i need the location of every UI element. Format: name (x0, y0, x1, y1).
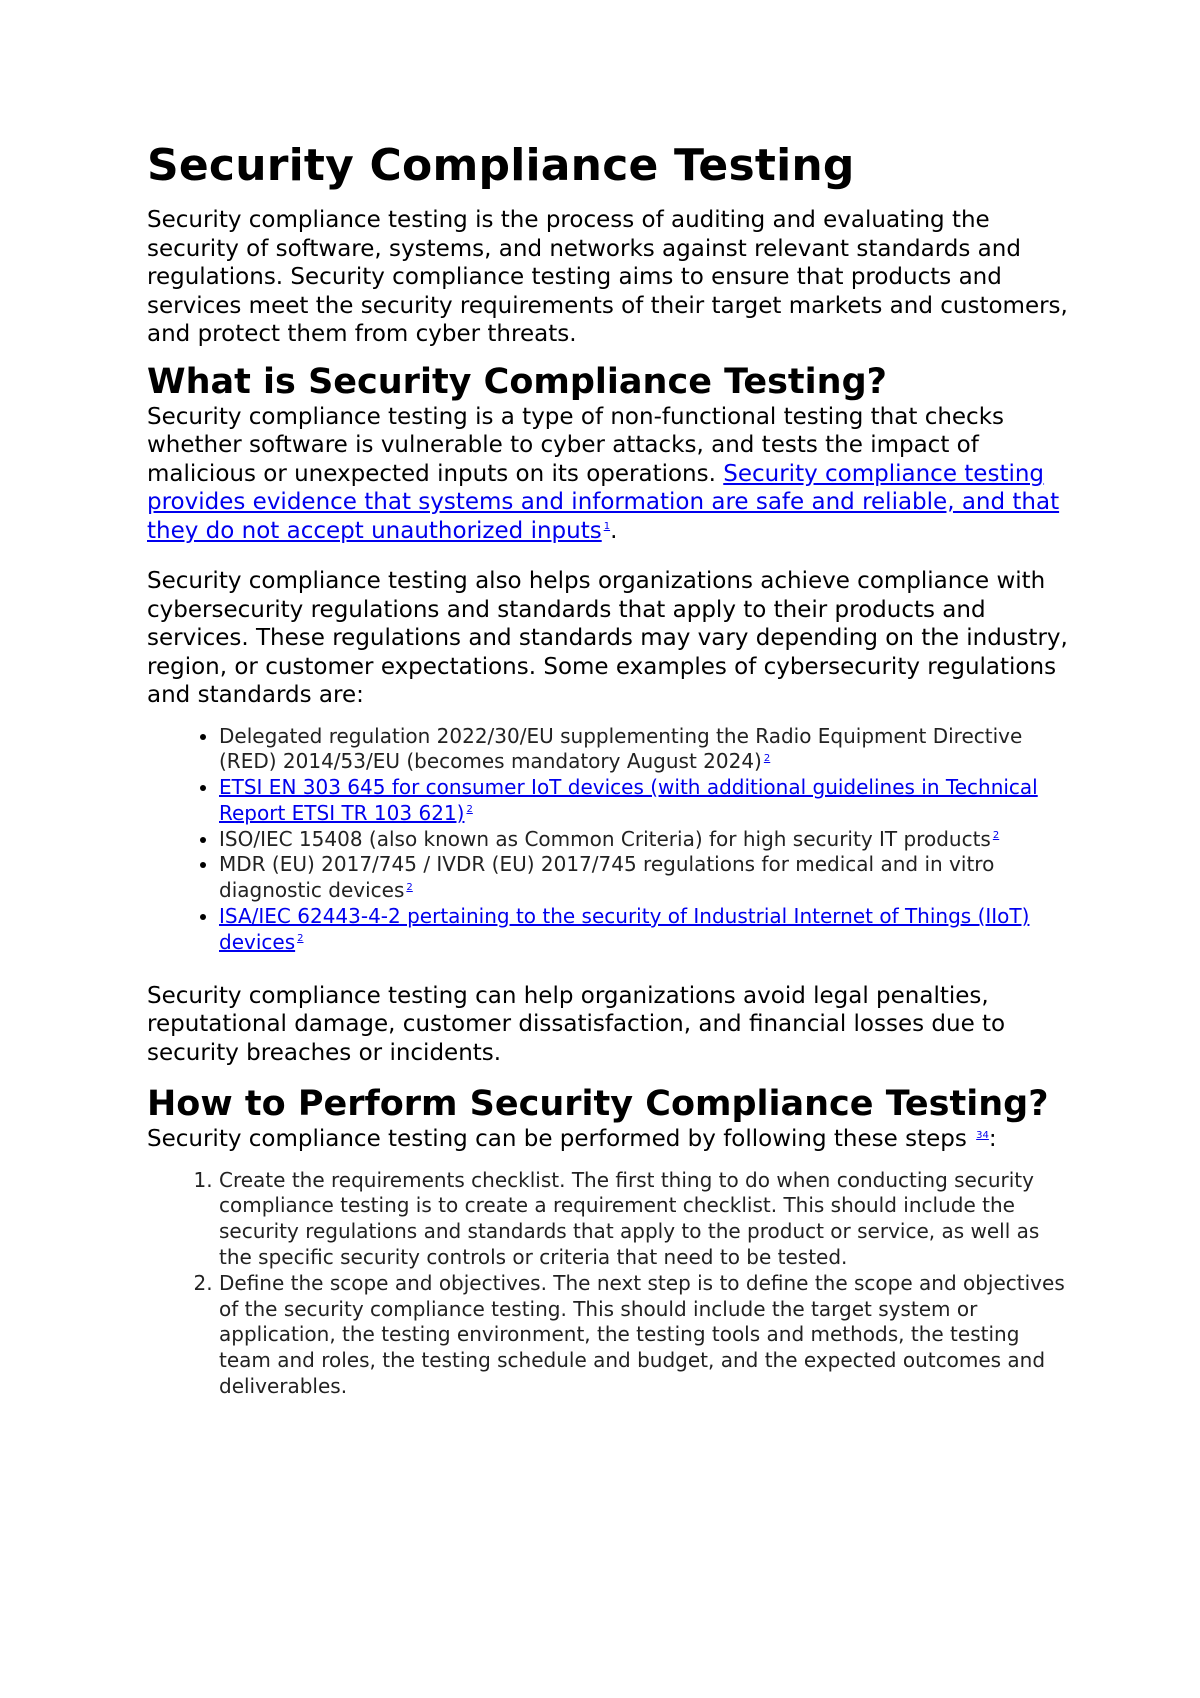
steps-intro-paragraph (147, 1125, 1077, 1154)
list-item-text: MDR (EU) 2017/745 / IVDR (EU) 2017/745 regulations for medical and in vitro diagnostic devices (219, 852, 995, 903)
citation-ref[interactable]: 2 (763, 752, 771, 764)
list-item (219, 775, 1077, 827)
steps-intro-text: Security compliance testing can be performed by following these steps (147, 1126, 967, 1153)
document-page (147, 140, 1077, 1426)
regulations-list (147, 724, 1077, 956)
step-item: 2. Define the scope and objectives. The next step is to define the scope and objectives of the security compliance testing. This should include the target system or application, the testing environment, the testing tools and methods, the testing team and roles, the testing schedule and budget, and the expected outcomes and deliverables. (219, 1271, 1077, 1400)
evidence-link[interactable]: Security compliance testing provides evidence that systems and information are safe and reliable, and that they do not accept unauthorized inputs (147, 460, 1060, 544)
citation-ref[interactable]: 2 (406, 881, 413, 893)
steps-list (147, 1168, 1077, 1400)
isa-iec-link[interactable]: ISA/IEC 62443-4-2 pertaining to the security of Industrial Internet of Things (IIoT) devices (219, 904, 1030, 954)
definition-text: Security compliance testing is a type of non-functional testing that checks whether software is vulnerable to cyber attacks, and tests the impact of malicious or unexpected inputs on its operations. (147, 403, 1005, 487)
definition-paragraph (147, 403, 1077, 546)
steps-intro-end: : (988, 1126, 997, 1153)
list-item-text: Delegated regulation 2022/30/EU supplementing the Radio Equipment Directive (RED) 2014/53/EU (becomes mandatory August 2024) (219, 723, 1023, 774)
intro-paragraph: Security compliance testing is the process of auditing and evaluating the security of software, systems, and networks against relevant standards and regulations. Security compliance testing aims to ensure that products and services meet the security requirements of their target markets and customers, and protect them from cyber threats. (147, 207, 1068, 347)
citation-ref-1[interactable]: 1 (603, 520, 611, 532)
section-heading-what-is: What is Security Compliance Testing? (147, 361, 887, 402)
benefits-paragraph: Security compliance testing can help organizations avoid legal penalties, reputational damage, customer dissatisfaction, and financial losses due to security breaches or incidents. (147, 982, 1006, 1066)
section-heading-how-to: How to Perform Security Compliance Testing? (147, 1084, 1049, 1125)
list-item (219, 852, 1077, 904)
step-item: 1. Create the requirements checklist. The first thing to do when conducting security compliance testing is to create a requirement checklist. This should include the security regulations and standards that apply to the product or service, as well as the specific security controls or criteria that need to be tested. (219, 1168, 1077, 1271)
definition-end: . (610, 517, 618, 544)
page-title: Security Compliance Testing (147, 140, 855, 191)
regulations-paragraph: Security compliance testing also helps organizations achieve compliance with cybersecurity regulations and standards that apply to their products and services. These regulations and standards may vary depending on the industry, region, or customer expectations. Some examples of cybersecurity regulations and standards are: (147, 568, 1068, 708)
list-item (219, 827, 1077, 853)
citation-ref-34[interactable]: 34 (976, 1129, 989, 1141)
citation-ref[interactable]: 2 (466, 804, 473, 816)
list-item (219, 904, 1077, 956)
citation-ref[interactable]: 2 (297, 933, 304, 945)
list-item-text: ISO/IEC 15408 (also known as Common Criteria) for high security IT products (219, 826, 991, 851)
list-item (219, 724, 1077, 776)
citation-ref[interactable]: 2 (992, 830, 1000, 842)
etsi-link[interactable]: ETSI EN 303 645 for consumer IoT devices (with additional guidelines in Technical Report ETSI TR 103 621) (219, 775, 1038, 825)
